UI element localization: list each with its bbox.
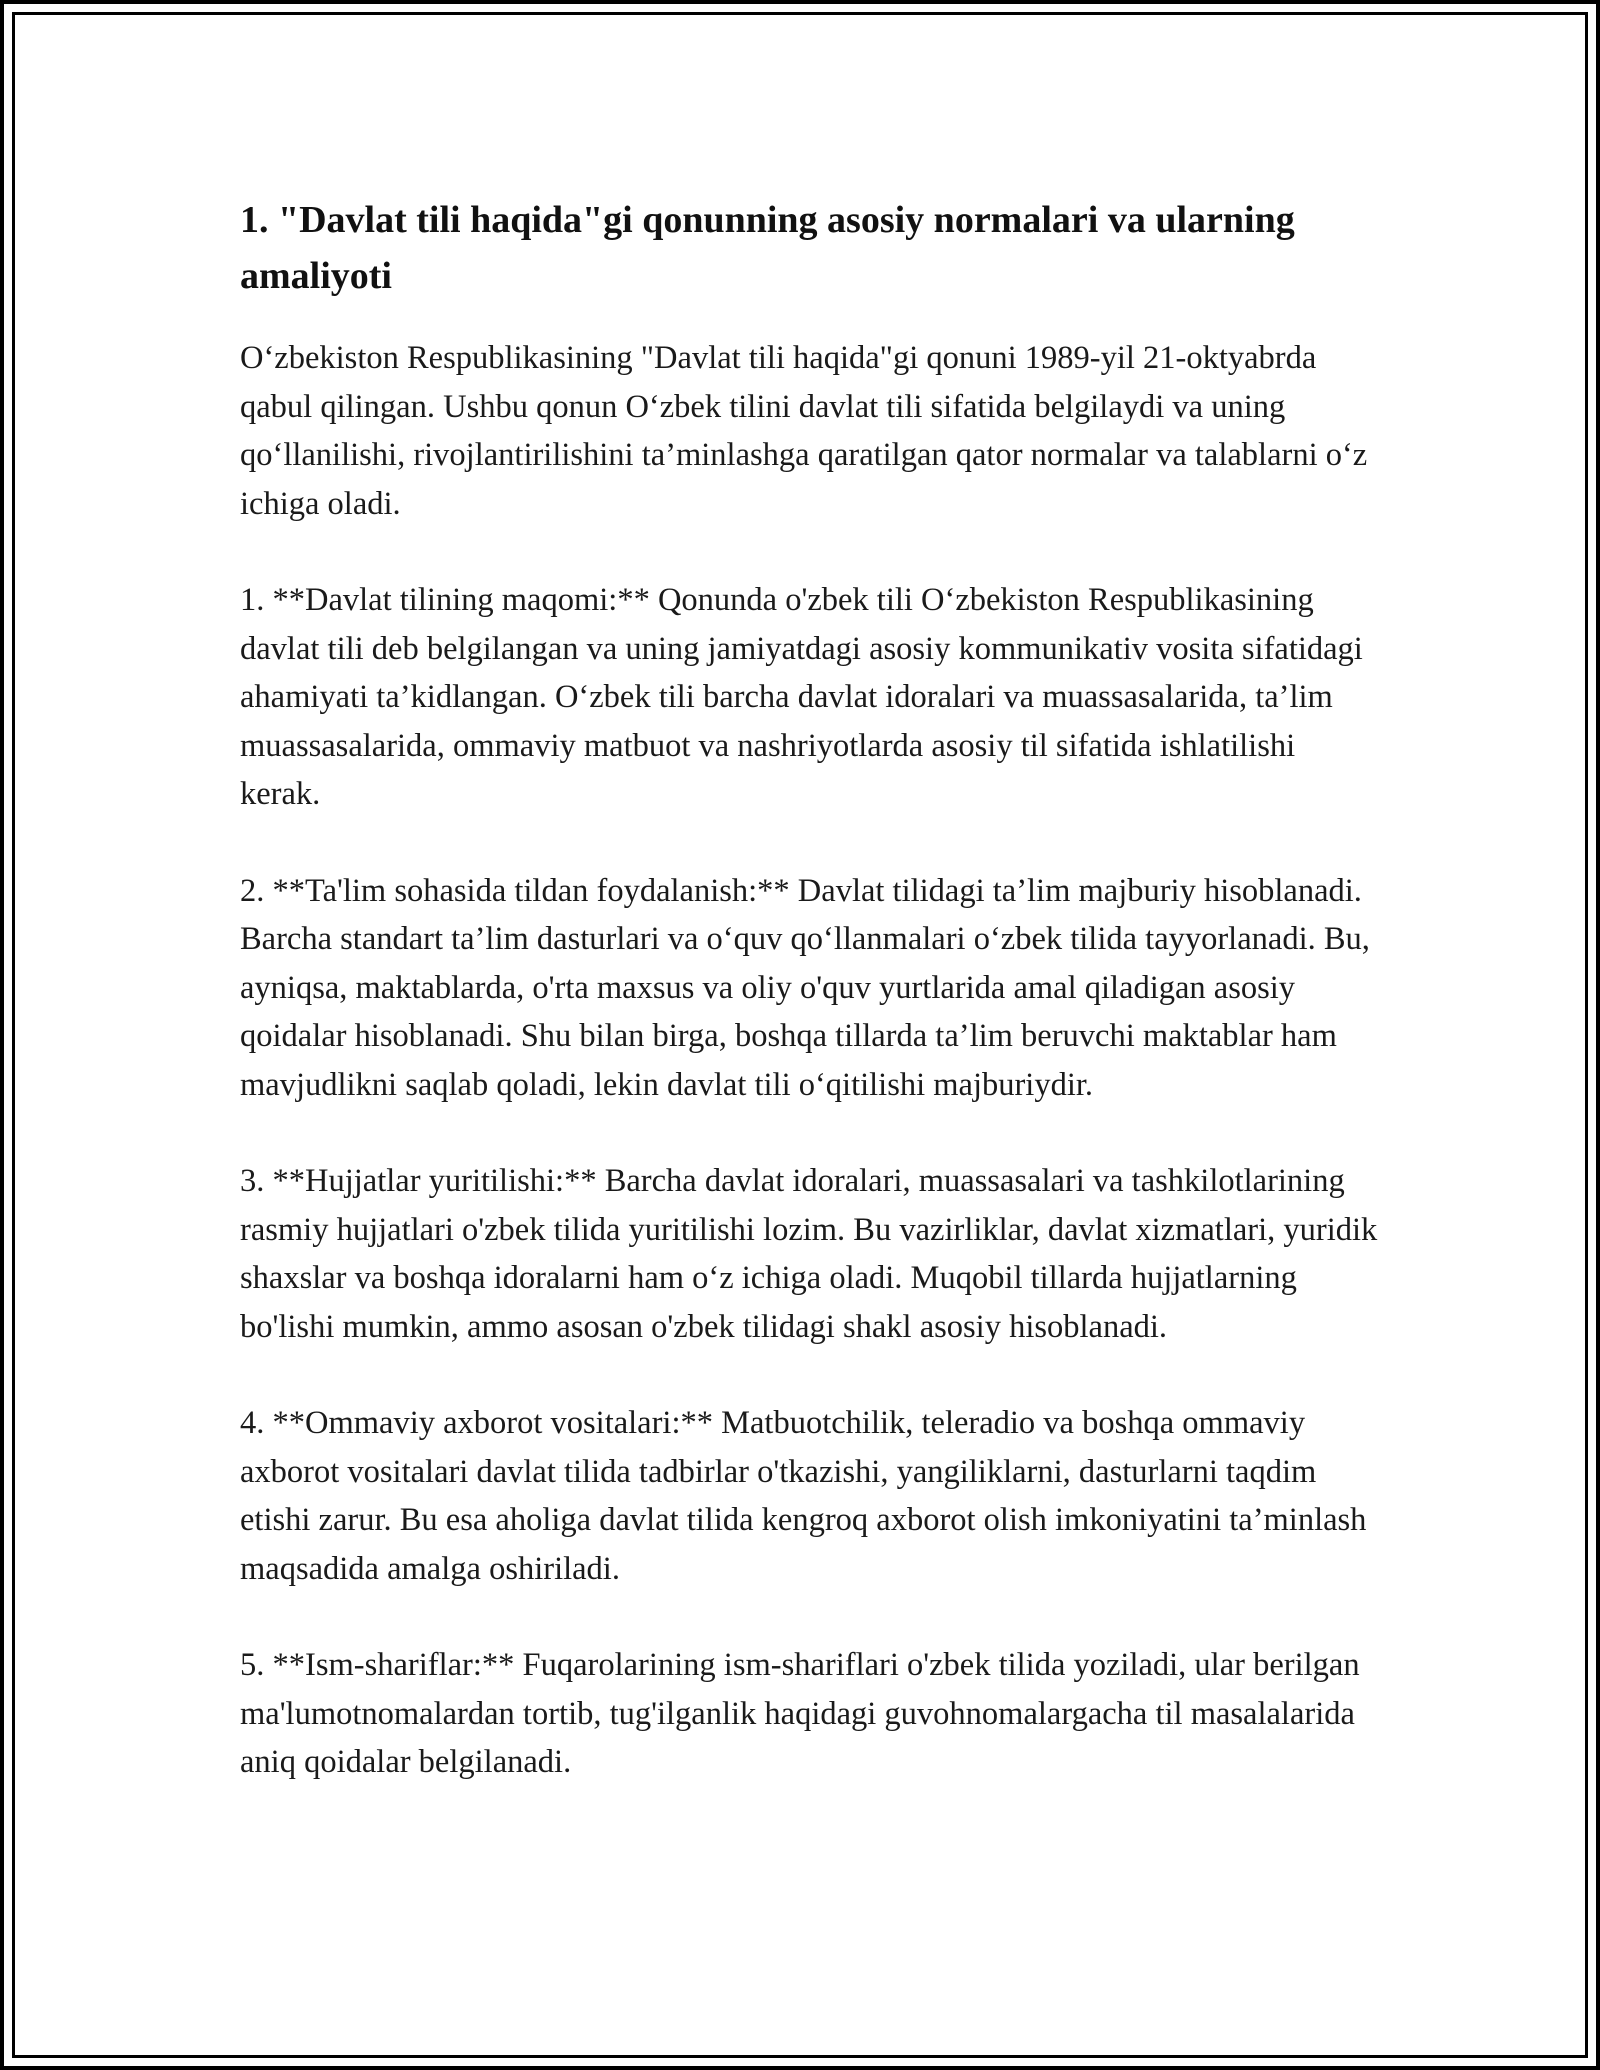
document-body [240,192,1380,1835]
section-paragraph: 2. **Ta'lim sohasida tildan foydalanish:** Davlat tilidagi ta’lim majburiy hisoblanadi. Barcha standart ta’lim dasturlari va o‘quv qo‘llanmalari o‘zbek tilida tayyorlanadi. Bu, ayniqsa, maktablarda, o'rta maxsus va oliy o'quv yurtlarida amal qiladigan asosiy qoidalar hisoblanadi. Shu bilan birga, boshqa tillarda ta’lim beruvchi maktablar ham mavjudlikni saqlab qoladi, lekin davlat tili o‘qitilishi majburiydir. [240,872,1370,1103]
document-title: 1. "Davlat tili haqida"gi qonunning asosiy normalari va ularning amaliyoti [240,199,1295,297]
section-paragraph: 3. **Hujjatlar yuritilishi:** Barcha davlat idoralari, muassasalari va tashkilotlarining rasmiy hujjatlari o'zbek tilida yuritilishi lozim. Bu vazirliklar, davlat xizmatlari, yuridik shaxslar va boshqa idoralarni ham o‘z ichiga oladi. Muqobil tillarda hujjatlarning bo'lishi mumkin, ammo asosan o'zbek tilidagi shakl asosiy hisoblanadi. [240,1163,1378,1345]
section-paragraph: 4. **Ommaviy axborot vositalari:** Matbuotchilik, teleradio va boshqa ommaviy axborot vositalari davlat tilida tadbirlar o'tkazishi, yangiliklarni, dasturlarni taqdim etishi zarur. Bu esa aholiga davlat tilida kengroq axborot olish imkoniyatini ta’minlash maqsadida amalga oshiriladi. [240,1405,1367,1587]
section-paragraph: 5. **Ism-shariflar:** Fuqarolarining ism-shariflari o'zbek tilida yoziladi, ular berilgan ma'lumotnomalardan tortib, tug'ilganlik haqidagi guvohnomalargacha til masalalarida aniq qoidalar belgilanadi. [240,1647,1360,1780]
section-paragraph: 1. **Davlat tilining maqomi:** Qonunda o'zbek tili O‘zbekiston Respublikasining davlat tili deb belgilangan va uning jamiyatdagi asosiy kommunikativ vosita sifatidagi ahamiyati ta’kidlangan. O‘zbek tili barcha davlat idoralari va muassasalarida, ta’lim muassasalarida, ommaviy matbuot va nashriyotlarda asosiy til sifatida ishlatilishi kerak. [240,582,1363,812]
intro-paragraph: O‘zbekiston Respublikasining "Davlat tili haqida"gi qonuni 1989-yil 21-oktyabrda qabul qilingan. Ushbu qonun O‘zbek tilini davlat tili sifatida belgilaydi va uning qo‘llanilishi, rivojlantirilishini ta’minlashga qaratilgan qator normalar va talablarni o‘z ichiga oladi. [240,340,1368,522]
